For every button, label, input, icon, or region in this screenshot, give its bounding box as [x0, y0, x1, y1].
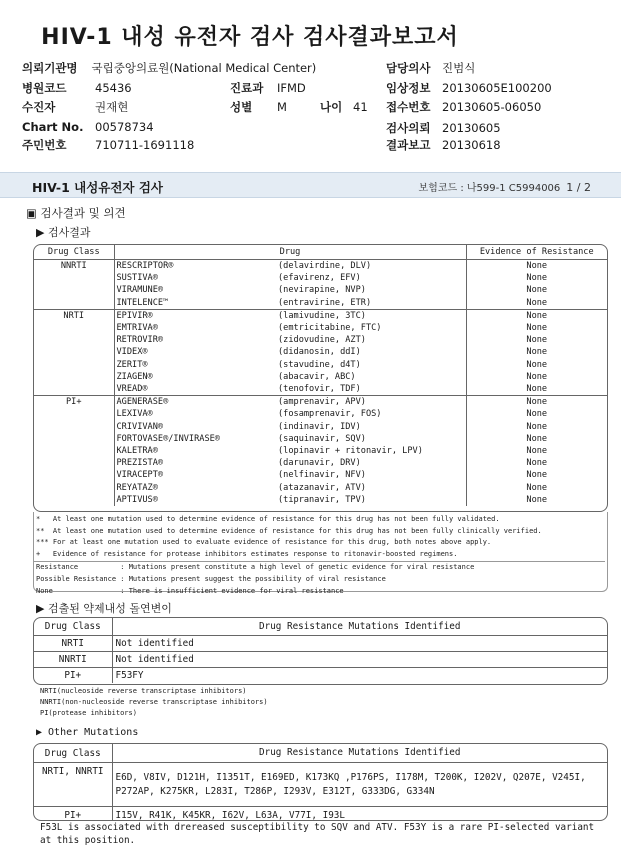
drug-brand-cell: VIRAMUNE®: [116, 285, 164, 296]
chart-label: Chart No.: [22, 120, 84, 134]
report-value: 20130618: [442, 138, 501, 152]
rrn-label: 주민번호: [22, 138, 67, 152]
evidence-cell: None: [466, 297, 607, 310]
evidence-cell: None: [526, 323, 548, 334]
hospital-code-label: 병원코드: [22, 81, 67, 95]
drug-row: [34, 272, 607, 284]
drug-class-cell: [34, 421, 114, 433]
drug-row: [34, 284, 607, 296]
rrn-row: [22, 137, 194, 153]
evidence-cell: None: [526, 494, 548, 505]
drug-brand-cell: APTIVUS®: [116, 494, 158, 505]
mutation-list-cell: E6D, V8IV, D121H, I1351T, E169ED, K173KQ ,P176PS, I178M, T200K, I202V, Q207E, V245I, P272AP, K275KR, L283I, T286P, I293V, E312T, G333DG, G334N: [112, 763, 607, 807]
other-mutations-table: [33, 743, 608, 821]
institution-label: 의뢰기관명: [22, 61, 78, 75]
drug-generic-cell: (tenofovir, TDF): [276, 383, 466, 396]
drug-row: [34, 408, 607, 420]
evidence-cell: None: [526, 359, 548, 370]
drug-class-cell: [34, 346, 114, 358]
drug-class-cell: NNRTI: [34, 260, 114, 273]
drug-generic-cell: (indinavir, IDV): [276, 421, 466, 433]
drug-generic-cell: (emtricitabine, FTC): [276, 322, 466, 334]
drug-generic-cell: (darunavir, DRV): [276, 457, 466, 469]
drug-row: [34, 322, 607, 334]
request-value: 20130605: [442, 121, 501, 135]
mutation-class-cell: PI+: [34, 807, 112, 822]
drug-resistance-table: [33, 244, 608, 512]
abbreviation-line: NRTI(nucleoside reverse transcriptase inhibitors): [40, 687, 247, 695]
note-line: Resistance : Mutations present constitute a high level of genetic evidence for viral resistance: [33, 561, 605, 574]
drug-brand-cell: RETROVIR®: [116, 335, 164, 346]
evidence-cell: None: [466, 383, 607, 396]
drug-row: [34, 297, 607, 310]
other-row: [34, 807, 607, 822]
drug-row: [34, 334, 607, 346]
drug-generic-cell: (zidovudine, AZT): [276, 334, 466, 346]
drug-brand-cell: REYATAZ®: [116, 482, 158, 493]
drug-class-cell: [34, 284, 114, 296]
drug-brand-cell: FORTOVASE®/INVIRASE®: [116, 433, 220, 444]
dept-row: [230, 80, 306, 96]
patient-row: [22, 99, 128, 115]
col-mutations: Drug Resistance Mutations Identified: [112, 744, 607, 763]
patient-label: 수진자: [22, 100, 56, 114]
drug-class-cell: [34, 334, 114, 346]
evidence-cell: None: [526, 470, 548, 481]
evidence-cell: None: [526, 421, 548, 432]
drug-class-cell: [34, 383, 114, 396]
note-line: None : There is insufficient evidence for viral resistance: [36, 586, 344, 595]
doctor-label: 담당의사: [386, 61, 431, 75]
col-drug-class: Drug Class: [34, 744, 112, 763]
rrn-value: 710711-1691118: [95, 138, 195, 152]
detected-table-header: [34, 618, 607, 635]
drug-row: [34, 494, 607, 506]
mutation-list-cell: Not identified: [112, 651, 607, 667]
drug-brand-cell: ZIAGEN®: [116, 371, 153, 382]
drug-brand-cell: LEXIVA®: [116, 409, 153, 420]
evidence-cell: None: [526, 310, 548, 321]
doctor-value: 진범식: [442, 61, 476, 75]
detected-row: [34, 635, 607, 651]
evidence-cell: None: [526, 335, 548, 346]
chart-value: 00578734: [95, 120, 154, 134]
drug-brand-cell: RESCRIPTOR®: [116, 261, 174, 271]
evidence-cell: None: [526, 446, 548, 457]
request-row: [386, 120, 501, 136]
drug-generic-cell: (fosamprenavir, FOS): [276, 408, 466, 420]
sub-result-heading: ▶ 검사결과: [36, 226, 91, 239]
doctor-row: [386, 60, 475, 76]
evidence-cell: None: [526, 433, 548, 444]
abbreviation-line: NNRTI(non-nucleoside reverse transcriptase inhibitors): [40, 698, 268, 706]
note-line: Possible Resistance : Mutations present suggest the possibility of viral resistance: [36, 574, 386, 583]
drug-generic-cell: (saquinavir, SQV): [276, 433, 466, 445]
col-drug-class: Drug Class: [34, 618, 112, 635]
evidence-cell: None: [526, 409, 548, 420]
report-title: HIV-1 내성 유전자 검사 검사결과보고서: [41, 25, 459, 50]
evidence-cell: None: [526, 273, 548, 284]
col-drug: Drug: [114, 245, 466, 260]
insurance-code: 보험코드 : 나599-1 C5994006: [418, 183, 561, 194]
age-value: 41: [353, 100, 368, 114]
banner-title: HIV-1 내성유전자 검사: [32, 180, 163, 195]
drug-generic-cell: (lamivudine, 3TC): [276, 309, 466, 322]
mutation-list-cell: Not identified: [112, 635, 607, 651]
abbreviations-list: [40, 686, 268, 719]
receipt-row: [386, 99, 541, 115]
age-label: 나이: [320, 100, 343, 114]
drug-generic-cell: (nevirapine, NVP): [276, 284, 466, 296]
drug-generic-cell: (nelfinavir, NFV): [276, 469, 466, 481]
sub-detected-heading: ▶ 검출된 약제내성 돌연변이: [36, 602, 172, 615]
hospital-code-row: [22, 80, 132, 96]
drug-brand-cell: PREZISTA®: [116, 458, 164, 469]
col-evidence: Evidence of Resistance: [466, 245, 607, 260]
request-label: 검사의뢰: [386, 121, 431, 135]
drug-generic-cell: (entravirine, ETR): [276, 297, 466, 310]
sex-label: 성별: [230, 100, 253, 114]
drug-generic-cell: (stavudine, d4T): [276, 359, 466, 371]
drug-class-cell: [34, 482, 114, 494]
drug-generic-cell: (tipranavir, TPV): [276, 494, 466, 506]
drug-table-header: [34, 245, 607, 260]
drug-generic-cell: (didanosin, ddI): [276, 346, 466, 358]
drug-row: [34, 396, 607, 409]
drug-class-cell: [34, 408, 114, 420]
drug-generic-cell: (efavirenz, EFV): [276, 272, 466, 284]
drug-row: [34, 346, 607, 358]
drug-generic-cell: (lopinavir + ritonavir, LPV): [276, 445, 466, 457]
mutation-class-cell: NRTI: [34, 635, 112, 651]
clinical-label: 임상정보: [386, 81, 431, 95]
drug-generic-cell: (abacavir, ABC): [276, 371, 466, 383]
drug-class-cell: NRTI: [34, 309, 114, 322]
sex-row: [230, 99, 287, 115]
detected-row: [34, 651, 607, 667]
drug-class-cell: [34, 272, 114, 284]
evidence-cell: None: [526, 458, 548, 469]
drug-brand-cell: ZERIT®: [116, 359, 148, 370]
col-mutations: Drug Resistance Mutations Identified: [112, 618, 607, 635]
drug-brand-cell: SUSTIVA®: [116, 273, 158, 284]
patient-value: 권재현: [95, 100, 129, 114]
drug-brand-cell: KALETRA®: [116, 446, 158, 457]
drug-row: [34, 309, 607, 322]
report-label: 결과보고: [386, 138, 431, 152]
footer-comment: F53L is associated with drereased susceptibility to SQV and ATV. F53Y is a rare PI-selected variant at this position.: [40, 822, 595, 846]
evidence-cell: None: [526, 285, 548, 296]
drug-brand-cell: EPIVIR®: [116, 310, 153, 321]
hospital-code-value: 45436: [95, 81, 132, 95]
sex-value: M: [277, 100, 287, 114]
mutation-class-cell: NNRTI: [34, 651, 112, 667]
drug-class-cell: [34, 359, 114, 371]
mutation-class-cell: NRTI, NNRTI: [34, 763, 112, 807]
evidence-cell: None: [526, 371, 548, 382]
evidence-cell: None: [526, 261, 548, 271]
page-indicator: 1 / 2: [566, 181, 591, 194]
notes-list: [36, 514, 605, 597]
drug-generic-cell: (atazanavir, ATV): [276, 482, 466, 494]
drug-class-cell: [34, 457, 114, 469]
test-banner: [0, 172, 621, 198]
note-line: * At least one mutation used to determine evidence of resistance for this drug has not been fully validated.: [36, 515, 500, 523]
drug-generic-cell: (amprenavir, APV): [276, 396, 466, 409]
drug-class-cell: [34, 445, 114, 457]
chart-row: [22, 120, 154, 134]
note-line: *** For at least one mutation used to evaluate evidence of resistance for this drug, both notes above apply.: [36, 538, 492, 547]
section-result-heading: ▣ 검사결과 및 의견: [26, 206, 126, 220]
drug-class-cell: [34, 494, 114, 506]
detected-mutations-table: [33, 617, 608, 685]
drug-brand-cell: VIDEX®: [116, 347, 148, 358]
drug-row: [34, 421, 607, 433]
report-row: [386, 137, 501, 153]
receipt-value: 20130605-06050: [442, 100, 542, 114]
other-table-header: [34, 744, 607, 763]
drug-generic-cell: (delavirdine, DLV): [276, 260, 466, 273]
drug-class-cell: [34, 469, 114, 481]
sub-other-heading: ▶ Other Mutations: [36, 727, 139, 738]
drug-class-cell: [34, 371, 114, 383]
drug-class-cell: [34, 322, 114, 334]
detected-row: [34, 667, 607, 683]
drug-row: [34, 445, 607, 457]
receipt-label: 접수번호: [386, 100, 431, 114]
institution-row: [22, 60, 316, 76]
evidence-cell: None: [526, 482, 548, 493]
mutation-list-cell: I15V, R41K, K45KR, I62V, L63A, V77I, I93L: [115, 810, 345, 821]
clinical-value: 20130605E100200: [442, 81, 552, 95]
abbreviation-line: PI(protease inhibitors): [40, 709, 137, 717]
banner-meta: [419, 179, 592, 194]
other-row: [34, 763, 607, 807]
drug-row: [34, 260, 607, 273]
drug-class-cell: [34, 433, 114, 445]
drug-class-cell: PI+: [34, 396, 114, 409]
note-line: ** At least one mutation used to determine evidence of resistance for this drug has not been fully clinically verified.: [36, 526, 542, 535]
age-row: [320, 99, 368, 115]
drug-brand-cell: CRIVIVAN®: [116, 421, 164, 432]
drug-brand-cell: AGENERASE®: [116, 397, 169, 408]
drug-row: [34, 433, 607, 445]
drug-row: [34, 482, 607, 494]
clinical-row: [386, 80, 552, 96]
drug-row: [34, 457, 607, 469]
col-drug-class: Drug Class: [34, 245, 114, 260]
evidence-cell: None: [526, 347, 548, 358]
drug-brand-cell: INTELENCE™: [114, 297, 276, 310]
mutation-class-cell: PI+: [34, 667, 112, 683]
drug-row: [34, 383, 607, 396]
drug-brand-cell: EMTRIVA®: [116, 323, 158, 334]
drug-brand-cell: VREAD®: [114, 383, 276, 396]
evidence-cell: None: [526, 397, 548, 408]
drug-row: [34, 359, 607, 371]
mutation-list-cell: F53FY: [115, 669, 144, 681]
institution-value: 국립중앙의료원(National Medical Center): [91, 61, 317, 75]
dept-value: IFMD: [277, 81, 306, 95]
drug-brand-cell: VIRACEPT®: [116, 470, 164, 481]
note-line: + Evidence of resistance for protease inhibitors estimates response to ritonavir-boosted regimens.: [36, 549, 458, 558]
dept-label: 진료과: [230, 81, 264, 95]
drug-row: [34, 371, 607, 383]
drug-row: [34, 469, 607, 481]
drug-class-cell: [34, 297, 114, 310]
